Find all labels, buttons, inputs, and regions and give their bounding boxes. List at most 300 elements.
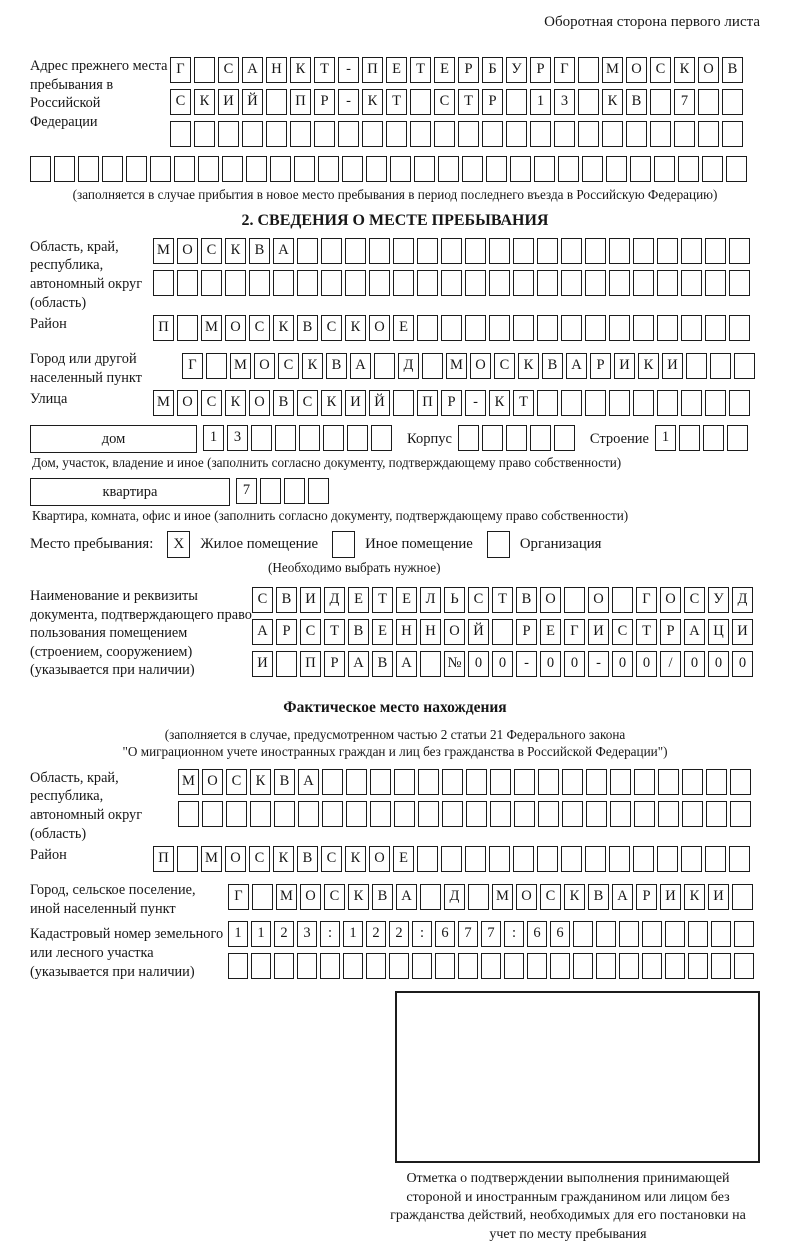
char-box: К: [225, 390, 246, 416]
char-box: И: [345, 390, 366, 416]
char-box: И: [614, 353, 635, 379]
char-box: [420, 651, 441, 677]
char-box: Р: [441, 390, 462, 416]
char-box: О: [202, 769, 223, 795]
char-box: Р: [314, 89, 335, 115]
char-box: 7: [458, 921, 478, 947]
field-actual-city: [30, 881, 760, 918]
char-box: [251, 425, 272, 451]
char-box: В: [372, 651, 393, 677]
char-box: [705, 315, 726, 341]
char-box: Т: [386, 89, 407, 115]
char-box: В: [722, 57, 743, 83]
char-box: [506, 121, 527, 147]
cadastre-row-1: [228, 921, 757, 950]
char-box: Т: [410, 57, 431, 83]
char-box: [394, 769, 415, 795]
actual-city-row: [228, 884, 756, 913]
char-box: М: [602, 57, 623, 83]
char-box: В: [273, 390, 294, 416]
char-box: Ц: [708, 619, 729, 645]
char-box: [609, 270, 630, 296]
char-box: [441, 238, 462, 264]
actual-location-title: Фактическое место нахождения: [283, 699, 507, 717]
char-box: С: [650, 57, 671, 83]
char-box: П: [417, 390, 438, 416]
char-box: С: [468, 587, 489, 613]
char-box: [198, 156, 219, 182]
stay-type-note: (Необходимо выбрать нужное): [268, 560, 441, 576]
char-box: [527, 953, 547, 979]
char-box: К: [489, 390, 510, 416]
char-box: [642, 921, 662, 947]
char-box: [418, 769, 439, 795]
char-box: [711, 953, 731, 979]
char-box: [665, 921, 685, 947]
char-box: [578, 121, 599, 147]
prev-address-rows: [170, 57, 746, 153]
char-box: М: [492, 884, 513, 910]
char-box: К: [348, 884, 369, 910]
char-box: [417, 315, 438, 341]
char-box: [177, 270, 198, 296]
char-box: С: [201, 238, 222, 264]
char-box: К: [638, 353, 659, 379]
char-box: [346, 769, 367, 795]
char-box: [626, 121, 647, 147]
char-box: М: [201, 315, 222, 341]
char-box: [346, 801, 367, 827]
char-box: [688, 953, 708, 979]
char-box: С: [252, 587, 273, 613]
char-box: Н: [266, 57, 287, 83]
char-box: В: [626, 89, 647, 115]
char-box: И: [300, 587, 321, 613]
char-box: [414, 156, 435, 182]
char-box: О: [369, 315, 390, 341]
char-box: Т: [636, 619, 657, 645]
char-box: С: [434, 89, 455, 115]
char-box: [561, 270, 582, 296]
char-box: Ь: [444, 587, 465, 613]
char-box: [609, 315, 630, 341]
char-box: [250, 801, 271, 827]
prev-address-caption: (заполняется в случае прибытия в новое место пребывания в период последнего въезда в Российскую Федерацию): [72, 187, 718, 202]
char-box: :: [412, 921, 432, 947]
char-box: Р: [458, 57, 479, 83]
char-box: Т: [314, 57, 335, 83]
char-box: А: [566, 353, 587, 379]
char-box: У: [506, 57, 527, 83]
char-box: И: [708, 884, 729, 910]
char-box: [308, 478, 329, 504]
char-box: [729, 846, 750, 872]
char-box: [126, 156, 147, 182]
char-box: 0: [732, 651, 753, 677]
prev-address-row-1: [170, 57, 746, 86]
char-box: [153, 270, 174, 296]
prev-address-row-4: [30, 156, 760, 185]
char-box: 2: [366, 921, 386, 947]
actual-region-label: Область, край, республика, автономный округ (область): [30, 769, 143, 842]
char-box: [706, 769, 727, 795]
char-box: Р: [660, 619, 681, 645]
ownership-doc-label: Наименование и реквизиты документа, подтверждающего право пользования помещением (строением, сооружением) (указывается при наличии): [30, 588, 252, 679]
char-box: [514, 769, 535, 795]
char-box: [729, 238, 750, 264]
char-box: -: [588, 651, 609, 677]
char-box: О: [225, 315, 246, 341]
char-box: [682, 769, 703, 795]
char-box: М: [201, 846, 222, 872]
char-box: [482, 425, 503, 451]
char-box: [371, 425, 392, 451]
char-box: [710, 353, 731, 379]
char-box: [390, 156, 411, 182]
char-box: О: [225, 846, 246, 872]
char-box: О: [660, 587, 681, 613]
region-row-2: [153, 270, 753, 299]
char-box: [513, 270, 534, 296]
char-box: 1: [655, 425, 676, 451]
char-box: [596, 921, 616, 947]
char-box: Е: [348, 587, 369, 613]
char-box: [260, 478, 281, 504]
apartment-row: [30, 478, 760, 506]
char-box: С: [218, 57, 239, 83]
field-actual-district: [30, 846, 760, 878]
char-box: Д: [444, 884, 465, 910]
char-box: О: [470, 353, 491, 379]
char-box: [466, 801, 487, 827]
field-district: [30, 315, 760, 347]
char-box: [273, 270, 294, 296]
char-box: Н: [420, 619, 441, 645]
char-box: О: [444, 619, 465, 645]
char-box: [417, 238, 438, 264]
char-box: 3: [297, 921, 317, 947]
char-box: С: [249, 315, 270, 341]
char-box: [679, 425, 700, 451]
char-box: [218, 121, 239, 147]
char-box: [642, 953, 662, 979]
char-box: И: [218, 89, 239, 115]
char-box: [366, 953, 386, 979]
char-box: [369, 238, 390, 264]
char-box: О: [177, 238, 198, 264]
ownership-doc-row-3: [252, 651, 756, 680]
char-box: [343, 953, 363, 979]
char-box: [170, 121, 191, 147]
char-box: П: [153, 846, 174, 872]
char-box: [369, 270, 390, 296]
stamp-caption: Отметка о подтверждении выполнения принимающей стороной и иностранным гражданином или лицом без гражданства действий, необходимых для его постановки на учет по месту пребывания: [390, 1171, 746, 1242]
char-box: А: [252, 619, 273, 645]
char-box: К: [194, 89, 215, 115]
char-box: [561, 238, 582, 264]
char-box: Р: [276, 619, 297, 645]
char-box: [299, 425, 320, 451]
char-box: [489, 270, 510, 296]
char-box: [504, 953, 524, 979]
char-box: И: [660, 884, 681, 910]
char-box: [585, 846, 606, 872]
char-box: [657, 315, 678, 341]
char-box: К: [345, 315, 366, 341]
char-box: [274, 953, 294, 979]
char-box: Г: [554, 57, 575, 83]
char-box: [657, 270, 678, 296]
stroenie-row: [655, 425, 751, 453]
char-box: В: [297, 846, 318, 872]
char-box: [417, 846, 438, 872]
char-box: [345, 238, 366, 264]
char-box: Е: [372, 619, 393, 645]
actual-region-row-1: [178, 769, 754, 798]
char-box: [711, 921, 731, 947]
char-box: К: [273, 315, 294, 341]
char-box: [729, 390, 750, 416]
char-box: [729, 270, 750, 296]
char-box: [634, 769, 655, 795]
char-box: [322, 801, 343, 827]
char-box: [585, 390, 606, 416]
char-box: [322, 769, 343, 795]
char-box: Й: [468, 619, 489, 645]
char-box: Е: [386, 57, 407, 83]
char-box: В: [348, 619, 369, 645]
char-box: [678, 156, 699, 182]
char-box: Е: [393, 315, 414, 341]
char-box: [465, 270, 486, 296]
char-box: [674, 121, 695, 147]
char-box: О: [588, 587, 609, 613]
char-box: [294, 156, 315, 182]
char-box: [582, 156, 603, 182]
char-box: [688, 921, 708, 947]
field-cadastre: [30, 921, 760, 985]
char-box: [650, 89, 671, 115]
actual-district-row: [153, 846, 753, 875]
field-city: [30, 350, 760, 387]
char-box: [734, 953, 754, 979]
char-box: [150, 156, 171, 182]
char-box: Й: [369, 390, 390, 416]
char-box: С: [201, 390, 222, 416]
char-box: Д: [398, 353, 419, 379]
char-box: О: [300, 884, 321, 910]
char-box: Г: [228, 884, 249, 910]
actual-location-caption-1: (заполняется в случае, предусмотренном частью 2 статьи 21 Федерального закона: [164, 727, 626, 743]
char-box: [703, 425, 724, 451]
char-box: Е: [396, 587, 417, 613]
stay-checkbox-organization: [487, 531, 510, 558]
char-box: 7: [236, 478, 257, 504]
char-box: [681, 238, 702, 264]
char-box: [606, 156, 627, 182]
stay-option-label-organization: Организация: [519, 536, 602, 553]
char-box: [681, 270, 702, 296]
char-box: [284, 478, 305, 504]
char-box: [681, 390, 702, 416]
char-box: О: [177, 390, 198, 416]
char-box: М: [230, 353, 251, 379]
char-box: [609, 846, 630, 872]
char-box: М: [178, 769, 199, 795]
prev-address-row-3: [170, 121, 746, 150]
ownership-doc-row-1: [252, 587, 756, 616]
char-box: [657, 846, 678, 872]
char-box: [729, 315, 750, 341]
char-box: И: [252, 651, 273, 677]
char-box: [177, 315, 198, 341]
char-box: [705, 270, 726, 296]
district-row: [153, 315, 753, 344]
char-box: С: [249, 846, 270, 872]
stay-checkbox-other-premises: [332, 531, 355, 558]
char-box: [573, 953, 593, 979]
char-box: Е: [393, 846, 414, 872]
char-box: [492, 619, 513, 645]
char-box: [706, 801, 727, 827]
char-box: К: [345, 846, 366, 872]
char-box: [586, 801, 607, 827]
char-box: [347, 425, 368, 451]
char-box: [298, 801, 319, 827]
char-box: [374, 353, 395, 379]
char-box: 1: [530, 89, 551, 115]
char-box: О: [626, 57, 647, 83]
char-box: [562, 769, 583, 795]
char-box: [702, 156, 723, 182]
district-label: Район: [30, 316, 67, 333]
char-box: [514, 801, 535, 827]
char-box: [537, 390, 558, 416]
actual-location-caption-2: "О миграционном учете иностранных граждан и лиц без гражданства в Российской Федерации"): [122, 743, 668, 759]
char-box: О: [369, 846, 390, 872]
ownership-doc-row-2: [252, 619, 756, 648]
char-box: [585, 315, 606, 341]
street-label: Улица: [30, 391, 68, 408]
char-box: [722, 121, 743, 147]
char-box: С: [540, 884, 561, 910]
actual-district-label: Район: [30, 847, 67, 864]
char-box: [370, 801, 391, 827]
char-box: [657, 238, 678, 264]
prev-address-row-2: [170, 89, 746, 118]
char-box: В: [276, 587, 297, 613]
char-box: [482, 121, 503, 147]
char-box: [386, 121, 407, 147]
char-box: [320, 953, 340, 979]
char-box: [490, 769, 511, 795]
char-box: [418, 801, 439, 827]
char-box: [462, 156, 483, 182]
char-box: [489, 238, 510, 264]
char-box: [686, 353, 707, 379]
char-box: [530, 121, 551, 147]
char-box: [727, 425, 748, 451]
char-box: С: [494, 353, 515, 379]
stay-checkbox-residential: X: [167, 531, 190, 558]
char-box: [730, 801, 751, 827]
char-box: [537, 846, 558, 872]
char-box: Т: [324, 619, 345, 645]
char-box: 6: [435, 921, 455, 947]
char-box: С: [278, 353, 299, 379]
char-box: [370, 769, 391, 795]
char-box: [297, 270, 318, 296]
char-box: [612, 587, 633, 613]
char-box: [466, 769, 487, 795]
char-box: -: [465, 390, 486, 416]
region-label: Область, край, республика, автономный округ (область): [30, 238, 143, 311]
char-box: [201, 270, 222, 296]
char-box: [658, 801, 679, 827]
char-box: Г: [564, 619, 585, 645]
char-box: [417, 270, 438, 296]
char-box: 6: [550, 921, 570, 947]
char-box: [420, 884, 441, 910]
char-box: [538, 769, 559, 795]
cadastre-rows: [228, 921, 757, 985]
char-box: [537, 270, 558, 296]
char-box: И: [588, 619, 609, 645]
char-box: [654, 156, 675, 182]
char-box: Т: [492, 587, 513, 613]
char-box: Е: [540, 619, 561, 645]
char-box: [657, 390, 678, 416]
char-box: [393, 238, 414, 264]
char-box: К: [273, 846, 294, 872]
char-box: [438, 156, 459, 182]
char-box: С: [321, 315, 342, 341]
char-box: [366, 156, 387, 182]
char-box: Г: [636, 587, 657, 613]
char-box: [561, 315, 582, 341]
char-box: 3: [227, 425, 248, 451]
char-box: К: [518, 353, 539, 379]
char-box: С: [170, 89, 191, 115]
char-box: [442, 801, 463, 827]
char-box: [578, 89, 599, 115]
char-box: А: [242, 57, 263, 83]
char-box: Б: [482, 57, 503, 83]
korpus-row: [458, 425, 578, 453]
char-box: [177, 846, 198, 872]
char-box: [202, 801, 223, 827]
char-box: [228, 953, 248, 979]
char-box: А: [396, 651, 417, 677]
char-box: Г: [182, 353, 203, 379]
char-box: С: [321, 846, 342, 872]
house-number-row: [203, 425, 395, 453]
char-box: [634, 801, 655, 827]
char-box: [506, 89, 527, 115]
char-box: [554, 121, 575, 147]
char-box: А: [273, 238, 294, 264]
actual-region-rows: [178, 769, 754, 833]
char-box: [537, 315, 558, 341]
char-box: М: [276, 884, 297, 910]
char-box: [393, 270, 414, 296]
char-box: [513, 846, 534, 872]
char-box: В: [588, 884, 609, 910]
char-box: А: [298, 769, 319, 795]
char-box: Л: [420, 587, 441, 613]
apartment-number-row: [236, 478, 332, 506]
char-box: К: [602, 89, 623, 115]
